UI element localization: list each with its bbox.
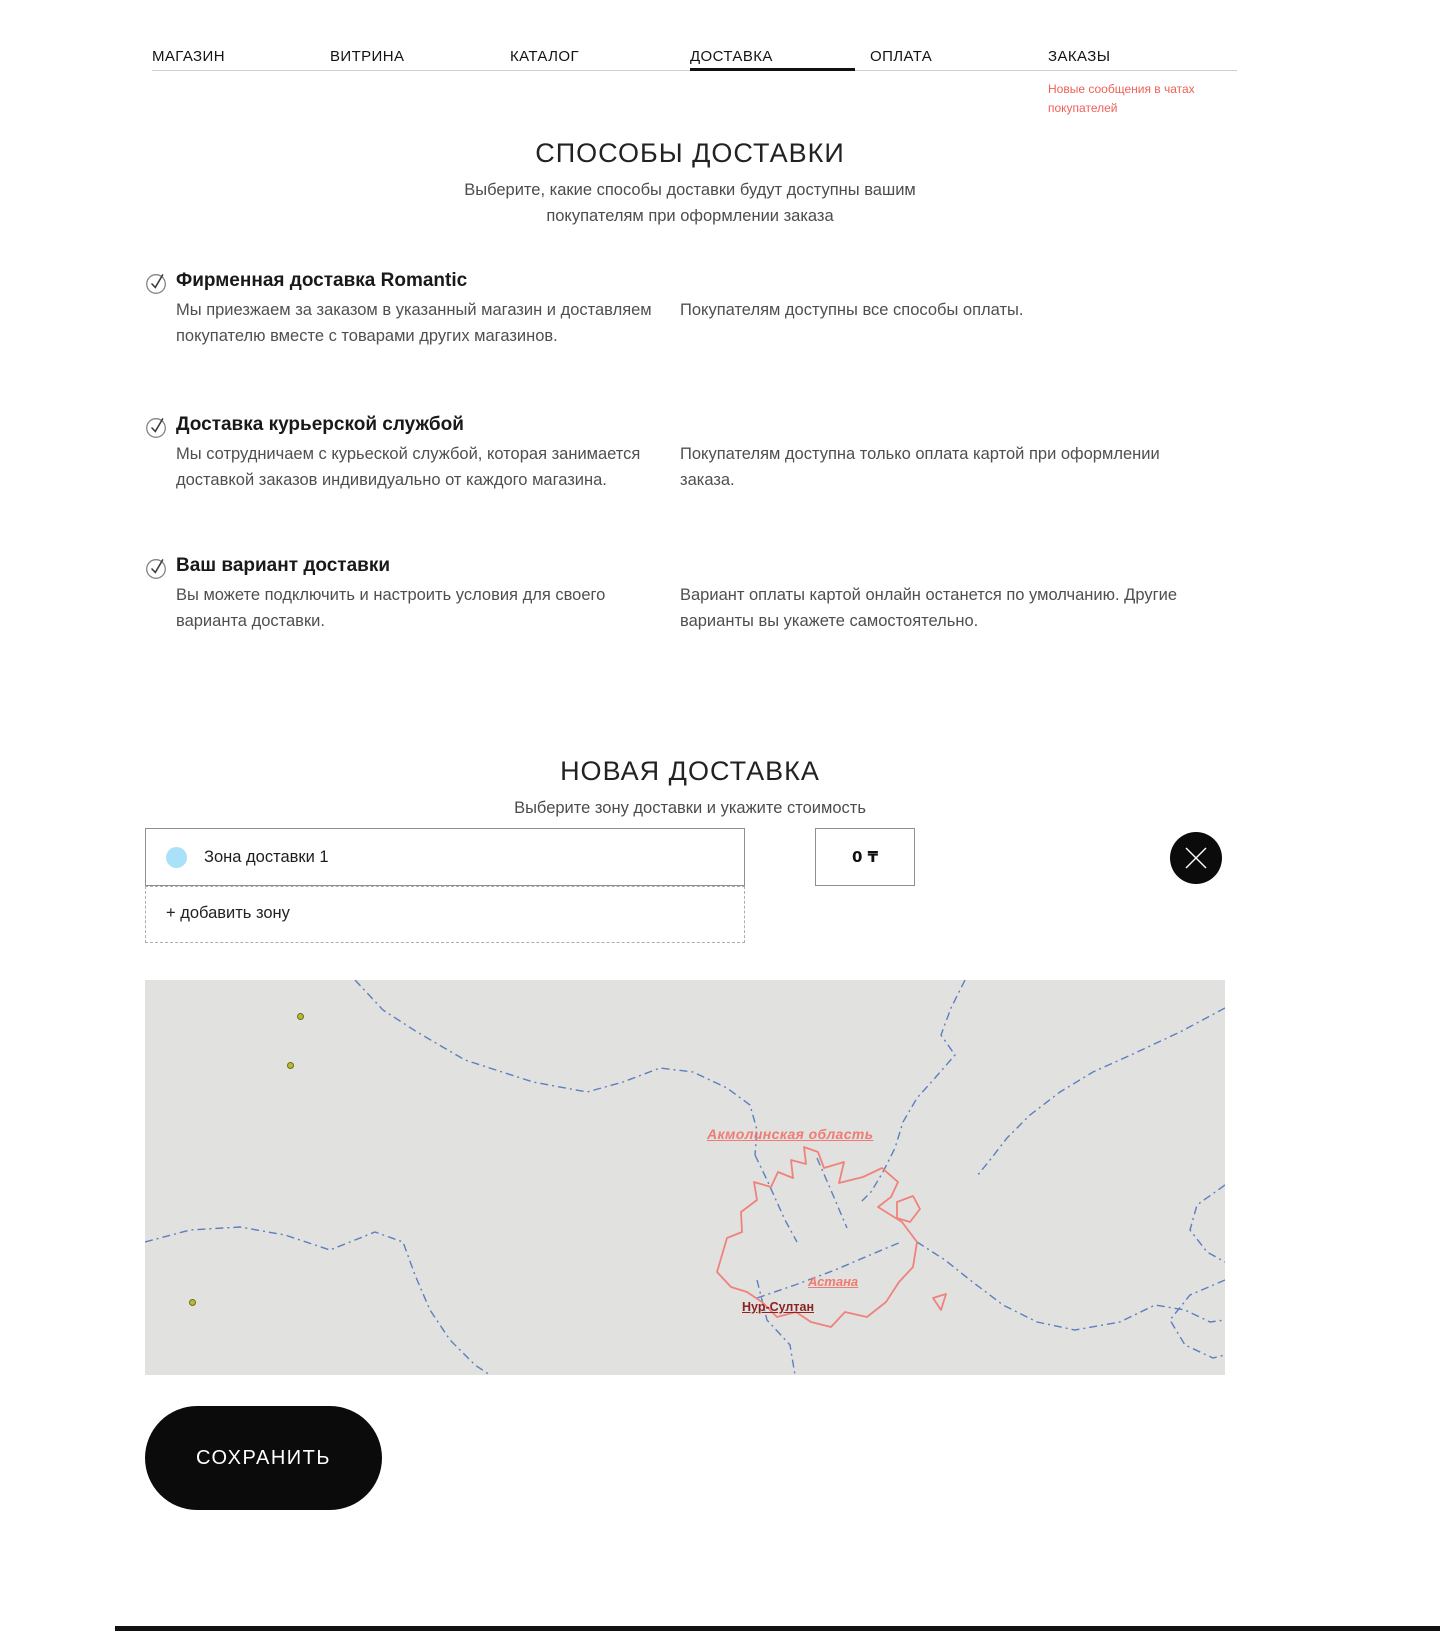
method-payment-note: Вариант оплаты картой онлайн останется по умолчанию. Другие варианты вы укажете самостоятельно. [680,586,1177,630]
nav-active-indicator [690,68,855,71]
save-button[interactable] [145,1406,382,1510]
map-label-astana[interactable]: Астана [808,1274,859,1289]
method-description: Мы сотрудничаем с курьеской службой, которая занимается доставкой заказов индивидуально от каждого магазина. [176,445,641,489]
method-payment-note: Покупателям доступна только оплата картой при оформлении заказа. [680,445,1160,489]
zone-price-field[interactable] [815,828,915,886]
method-title: Доставка курьерской службой [176,414,464,435]
add-zone-label: + добавить зону [166,904,290,922]
footer-divider [115,1626,1440,1631]
close-icon [1170,832,1222,884]
delivery-method-romantic [145,270,1235,380]
delivery-methods-title: СПОСОБЫ ДОСТАВКИ [535,138,845,168]
new-delivery-title: НОВАЯ ДОСТАВКА [560,756,820,786]
map-region-borders [145,980,1225,1375]
nav-item-zakazy[interactable]: ЗАКАЗЫ [1048,48,1111,65]
checkbox-checked-icon[interactable] [145,415,169,439]
method-description: Мы приезжаем за заказом в указанный магазин и доставляем покупателю вместе с товарами других магазинов. [176,301,652,345]
remove-zone-button[interactable] [1170,832,1222,884]
new-delivery-subtitle: Выберите зону доставки и укажите стоимость [514,799,866,817]
nav-item-magazin[interactable]: МАГАЗИН [152,48,225,65]
map-canvas [145,980,1225,1375]
method-title: Фирменная доставка Romantic [176,270,468,291]
map-settlement-dot [297,1013,304,1020]
chat-notification-text[interactable]: Новые сообщения в чатах покупателей [1048,82,1195,116]
save-button-label: СОХРАНИТЬ [195,1446,331,1469]
zone-name-value: Зона доставки 1 [204,848,329,866]
map-settlement-dot [287,1062,294,1069]
map-label-region[interactable]: Акмолинская область [707,1126,874,1142]
checkbox-checked-icon[interactable] [145,556,169,580]
nav-item-oplata[interactable]: ОПЛАТА [870,48,933,65]
checkbox-checked-icon[interactable] [145,271,169,295]
delivery-method-custom [145,555,1235,665]
method-payment-note: Покупателям доступны все способы оплаты. [680,301,1024,319]
zone-name-field[interactable] [145,828,745,886]
nav-item-dostavka[interactable]: ДОСТАВКА [690,48,773,65]
nav-item-katalog[interactable]: КАТАЛОГ [510,48,580,65]
nav-item-vitrina[interactable]: ВИТРИНА [330,48,405,65]
add-zone-button[interactable] [145,886,745,943]
method-title: Ваш вариант доставки [176,555,391,576]
zone-price-value: 0 ₸ [851,848,879,866]
map-settlement-dot [189,1299,196,1306]
delivery-methods-subtitle: Выберите, какие способы доставки будут доступны вашим покупателям при оформлении заказа [464,181,916,225]
method-description: Вы можете подключить и настроить условия для своего варианта доставки. [176,586,606,630]
map-label-nursultan[interactable]: Нур-Султан [742,1300,814,1314]
zone-color-swatch[interactable] [166,847,187,868]
delivery-zone-map[interactable] [145,980,1225,1375]
delivery-method-courier [145,414,1235,524]
